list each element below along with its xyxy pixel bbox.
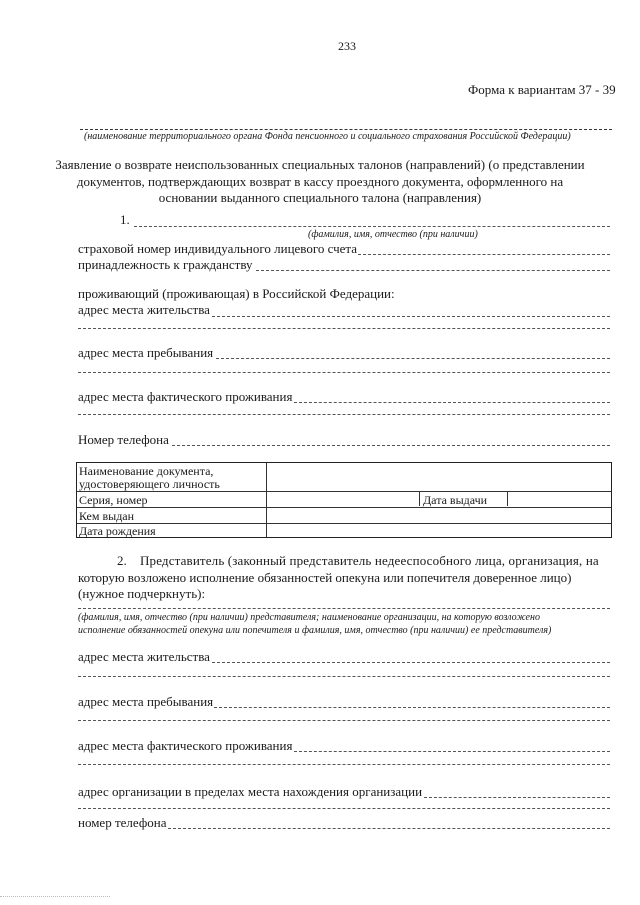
org-address-field-2[interactable]	[78, 808, 610, 809]
doc-name-label-1: Наименование документа,	[79, 464, 214, 478]
snils-label: страховой номер индивидуального лицевого счета	[78, 241, 358, 256]
citizenship-label: принадлежность к гражданству	[78, 257, 253, 272]
address-stay-label: адрес места пребывания	[78, 345, 214, 360]
rep-phone-label: номер телефона	[78, 815, 167, 830]
org-address-field[interactable]	[424, 797, 610, 798]
section2-text-3: (нужное подчеркнуть):	[78, 586, 206, 601]
doc-name-label-2: удостоверяющего личность	[79, 477, 220, 491]
org-address-label: адрес организации в пределах места нахождения организации	[78, 784, 423, 799]
section2-text-2: которую возложено исполнение обязанностей опекуна или попечителя доверенное лицо)	[78, 570, 572, 585]
representative-caption-2: исполнение обязанностей опекуна или попечителя и фамилия, имя, отчество (при наличии) ее представителя)	[78, 625, 552, 636]
phone-label: Номер телефона	[78, 432, 169, 447]
organ-name-line	[80, 129, 612, 130]
rep-address-actual-label: адрес места фактического проживания	[78, 738, 293, 753]
address-residence-label: адрес места жительства	[78, 302, 210, 317]
rep-address-actual-field[interactable]	[294, 751, 610, 752]
fio-caption: (фамилия, имя, отчество (при наличии)	[308, 229, 478, 240]
series-number-label: Серия, номер	[79, 493, 148, 507]
rep-address-residence-field-2[interactable]	[78, 676, 610, 677]
issued-by-value[interactable]	[267, 508, 611, 523]
residence-intro: проживающий (проживающая) в Российской Федерации:	[78, 286, 395, 301]
birth-date-label: Дата рождения	[79, 524, 156, 538]
fio-field[interactable]	[134, 226, 610, 227]
snils-field[interactable]	[358, 254, 610, 255]
doc-name-value[interactable]	[267, 463, 611, 491]
section2-text-1: Представитель (законный представитель недееспособного лица, организация, на	[140, 553, 599, 568]
title-line-3: основании выданного специального талона (направления)	[158, 190, 482, 205]
address-actual-label: адрес места фактического проживания	[78, 389, 293, 404]
rep-address-residence-field[interactable]	[212, 662, 610, 663]
citizenship-field[interactable]	[256, 270, 610, 271]
issue-date-label: Дата выдачи	[423, 493, 488, 507]
organ-caption: (наименование территориального органа Фонда пенсионного и социального страхования Российской Федерации)	[84, 131, 571, 142]
form-label: Форма к вариантам 37 - 39	[468, 82, 616, 97]
address-residence-field[interactable]	[212, 316, 610, 317]
title-line-2: документов, подтверждающих возврат в кассу проездного документа, оформленного на	[76, 174, 564, 189]
phone-field[interactable]	[172, 445, 610, 446]
rep-address-stay-label: адрес места пребывания	[78, 694, 214, 709]
issued-by-label: Кем выдан	[79, 509, 135, 523]
id-document-table	[76, 462, 612, 538]
address-stay-field-2[interactable]	[78, 372, 610, 373]
issue-date-value[interactable]	[508, 492, 611, 507]
section1-number: 1.	[120, 212, 130, 227]
rep-address-residence-label: адрес места жительства	[78, 649, 210, 664]
address-actual-field[interactable]	[294, 402, 610, 403]
rep-address-stay-field-2[interactable]	[78, 720, 610, 721]
rep-address-stay-field[interactable]	[214, 707, 610, 708]
page-number: 233	[338, 39, 356, 53]
birth-date-value[interactable]	[267, 524, 611, 538]
representative-field[interactable]	[78, 608, 610, 609]
address-actual-field-2[interactable]	[78, 414, 610, 415]
representative-caption-1: (фамилия, имя, отчество (при наличии) представителя; наименование организации, на которую возложено	[78, 612, 540, 623]
issue-date-divider	[419, 492, 420, 506]
scan-artifact	[0, 896, 110, 897]
address-stay-field[interactable]	[216, 358, 610, 359]
rep-address-actual-field-2[interactable]	[78, 764, 610, 765]
address-residence-field-2[interactable]	[78, 328, 610, 329]
title-line-1: Заявление о возврате неиспользованных специальных талонов (направлений) (о представлении	[55, 157, 585, 172]
series-number-value[interactable]	[267, 492, 419, 507]
section2-number: 2.	[117, 553, 127, 568]
rep-phone-field[interactable]	[168, 828, 610, 829]
